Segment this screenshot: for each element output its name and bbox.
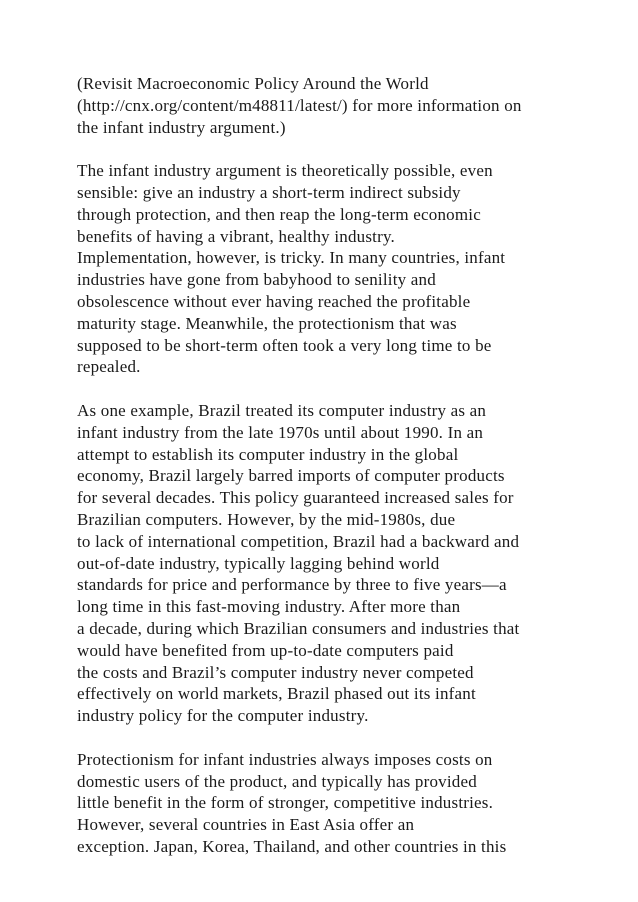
- text-line: long time in this fast-moving industry. After more than: [77, 597, 461, 617]
- text-line: obsolescence without ever having reached the profitable: [77, 291, 471, 311]
- text-line: industry policy for the computer industry.: [77, 706, 369, 726]
- text-line: little benefit in the form of stronger, competitive industries.: [77, 793, 494, 813]
- text-line: standards for price and performance by three to five years—a: [77, 575, 507, 595]
- text-line: through protection, and then reap the long-term economic: [77, 204, 481, 224]
- text-line: Implementation, however, is tricky. In many countries, infant: [77, 248, 506, 268]
- text-line: for several decades. This policy guaranteed increased sales for: [77, 488, 514, 508]
- text-line: the costs and Brazil’s computer industry never competed: [77, 662, 474, 682]
- paragraph-brazil-example: [77, 400, 577, 727]
- text-line: (Revisit Macroeconomic Policy Around the World: [77, 74, 429, 93]
- text-line: sensible: give an industry a short-term indirect subsidy: [77, 182, 461, 202]
- text-line: Protectionism for infant industries always imposes costs on: [77, 749, 493, 769]
- text-line: a decade, during which Brazilian consumers and industries that: [77, 618, 520, 638]
- text-line: the infant industry argument.): [77, 117, 286, 137]
- text-line: to lack of international competition, Brazil had a backward and: [77, 531, 520, 551]
- text-line: However, several countries in East Asia offer an: [77, 815, 415, 835]
- paragraph-revisit-note: [77, 73, 577, 138]
- text-line: domestic users of the product, and typically has provided: [77, 771, 477, 791]
- text-line: maturity stage. Meanwhile, the protectionism that was: [77, 313, 457, 333]
- text-line: repealed.: [77, 357, 141, 377]
- text-line: supposed to be short-term often took a very long time to be: [77, 335, 492, 355]
- text-line: economy, Brazil largely barred imports of computer products: [77, 466, 505, 486]
- text-line: As one example, Brazil treated its computer industry as an: [77, 400, 487, 420]
- paragraph-protectionism-costs: [77, 749, 577, 858]
- text-line: (http://cnx.org/content/m48811/latest/) for more information on: [77, 95, 522, 115]
- text-line: would have benefited from up-to-date computers paid: [77, 640, 454, 660]
- document-body: [77, 73, 577, 879]
- text-line: benefits of having a vibrant, healthy industry.: [77, 226, 395, 246]
- text-line: attempt to establish its computer industry in the global: [77, 444, 459, 464]
- text-line: exception. Japan, Korea, Thailand, and other countries in this: [77, 836, 507, 856]
- text-line: infant industry from the late 1970s until about 1990. In an: [77, 422, 484, 442]
- text-line: effectively on world markets, Brazil phased out its infant: [77, 684, 476, 704]
- paragraph-infant-industry-argument: [77, 160, 577, 378]
- text-line: The infant industry argument is theoretically possible, even: [77, 161, 493, 181]
- text-line: industries have gone from babyhood to senility and: [77, 270, 436, 290]
- text-line: out-of-date industry, typically lagging behind world: [77, 553, 440, 573]
- text-line: Brazilian computers. However, by the mid-1980s, due: [77, 509, 456, 529]
